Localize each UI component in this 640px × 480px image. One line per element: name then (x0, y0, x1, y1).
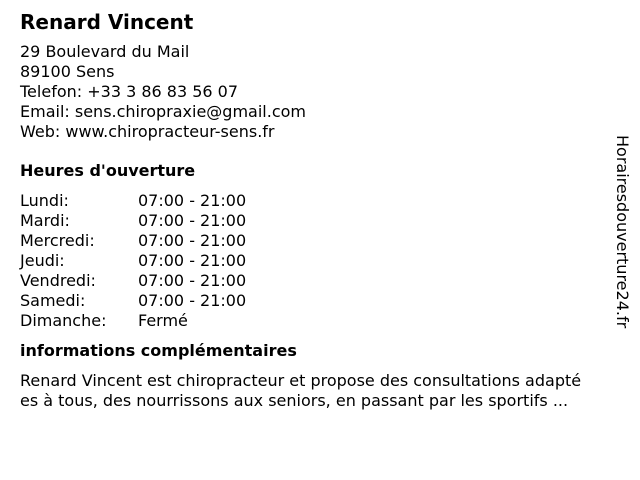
watermark-text: Horairesdouverture24.fr (613, 135, 632, 329)
day-label: Jeudi: (20, 251, 65, 270)
time-value: 07:00 - 21:00 (138, 291, 247, 310)
info-line-1: Renard Vincent est chiropracteur et propose des consultations adapté (20, 371, 582, 390)
hours-row-dimanche (20, 311, 610, 331)
day-label: Samedi: (20, 291, 86, 310)
time-value: 07:00 - 21:00 (138, 271, 247, 290)
time-value: 07:00 - 21:00 (138, 191, 247, 210)
day-label: Vendredi: (20, 271, 96, 290)
day-label: Mercredi: (20, 231, 95, 250)
time-value: 07:00 - 21:00 (138, 211, 247, 230)
day-label: Dimanche: (20, 311, 107, 330)
business-name: Renard Vincent (20, 10, 194, 34)
time-value: 07:00 - 21:00 (138, 251, 247, 270)
hours-row-mardi (20, 211, 610, 231)
phone-line: Telefon: +33 3 86 83 56 07 (20, 82, 239, 101)
street-address: 29 Boulevard du Mail (20, 42, 190, 61)
info-text (20, 371, 610, 411)
hours-table (20, 191, 610, 331)
hours-row-mercredi (20, 231, 610, 251)
time-value: Fermé (138, 311, 188, 330)
email-line: Email: sens.chiropraxie@gmail.com (20, 102, 306, 121)
info-line-2: es à tous, des nourrissons aux seniors, en passant par les sportifs ... (20, 391, 569, 410)
city: 89100 Sens (20, 62, 115, 81)
hours-row-lundi (20, 191, 610, 211)
watermark (610, 135, 636, 345)
day-label: Lundi: (20, 191, 69, 210)
business-card (20, 9, 610, 411)
hours-title: Heures d'ouverture (20, 161, 196, 180)
day-label: Mardi: (20, 211, 70, 230)
hours-row-samedi (20, 291, 610, 311)
info-title: informations complémentaires (20, 341, 297, 360)
hours-row-vendredi (20, 271, 610, 291)
hours-row-jeudi (20, 251, 610, 271)
time-value: 07:00 - 21:00 (138, 231, 247, 250)
web-line: Web: www.chiropracteur-sens.fr (20, 122, 275, 141)
